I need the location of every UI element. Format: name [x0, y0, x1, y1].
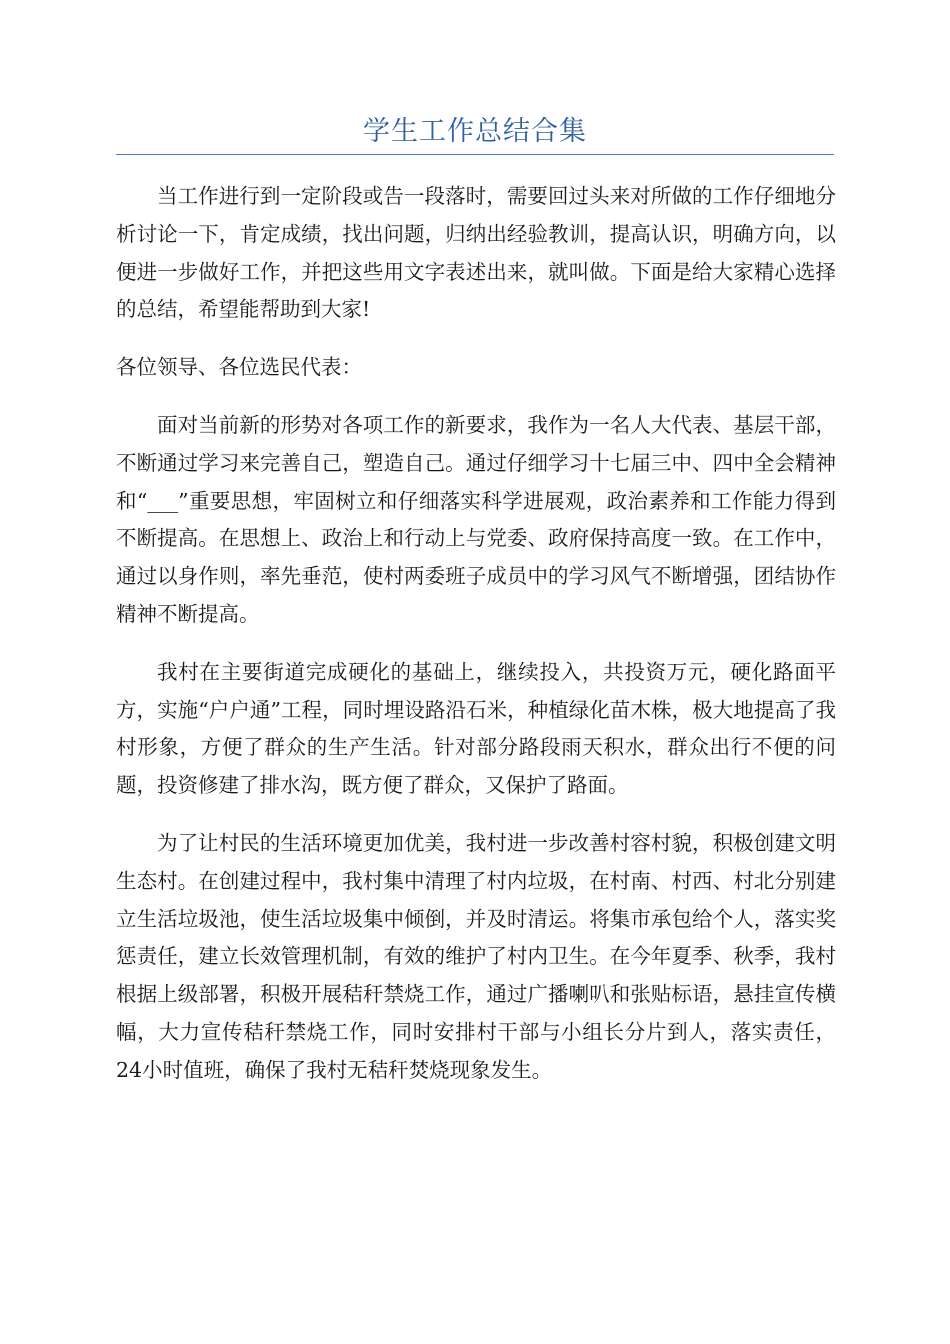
road-paragraph: 我村在主要街道完成硬化的基础上，继续投入，共投资万元，硬化路面平方，实施“户户通”工程，同时埋设路沿石米，种植绿化苗木株，极大地提高了我村形象，方便了群众的生产生活。针对部分路段雨天积水，群众出行不便的问题，投资修建了排水沟，既方便了群众，又保护了路面。 [116, 659, 836, 798]
document-body [116, 178, 836, 1110]
salutation-line: 各位领导、各位选民代表： [116, 355, 362, 380]
page-title: 学生工作总结合集 [363, 116, 587, 147]
study-paragraph: 面对当前新的形势对各项工作的新要求，我作为一名人大代表、基层干部，不断通过学习来完善自己，塑造自己。通过仔细学习十七届三中、四中全会精神和“___”重要思想，牢固树立和仔细落实科学进展观，政治素养和工作能力得到不断提高。在思想上、政治上和行动上与党委、政府保持高度一致。在工作中，通过以身作则，率先垂范，使村两委班子成员中的学习风气不断增强，团结协作精神不断提高。 [116, 412, 836, 626]
title-underline [116, 154, 834, 155]
environment-paragraph: 为了让村民的生活环境更加优美，我村进一步改善村容村貌，积极创建文明生态村。在创建过程中，我村集中清理了村内垃圾，在村南、村西、村北分别建立生活垃圾池，使生活垃圾集中倾倒，并及时清运。将集市承包给个人，落实奖惩责任，建立长效管理机制，有效的维护了村内卫生。在今年夏季、秋季，我村根据上级部署，积极开展秸秆禁烧工作，通过广播喇叭和张贴标语，悬挂宣传横幅，大力宣传秸秆禁烧工作，同时安排村干部与小组长分片到人，落实责任，24小时值班，确保了我村无秸秆焚烧现象发生。 [116, 830, 836, 1082]
intro-paragraph: 当工作进行到一定阶段或告一段落时，需要回过头来对所做的工作仔细地分析讨论一下，肯定成绩，找出问题，归纳出经验教训，提高认识，明确方向，以便进一步做好工作，并把这些用文字表述出来，就叫做。下面是给大家精心选择的总结，希望能帮助到大家! [116, 184, 836, 322]
